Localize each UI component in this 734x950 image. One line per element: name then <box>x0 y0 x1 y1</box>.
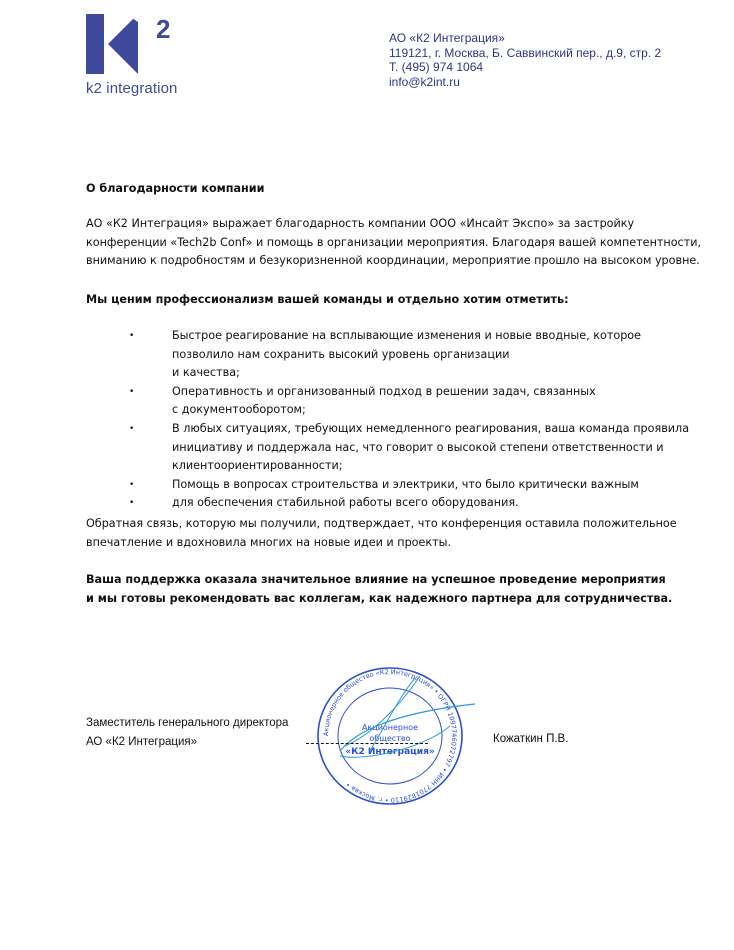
list-item: инициативу и поддержала нас, что говорит о высокой степени ответственности и <box>172 440 664 454</box>
appreciation-heading: Мы ценим профессионализм вашей команды и отдельно хотим отметить: <box>86 293 569 306</box>
contact-email[interactable]: info@k2int.ru <box>389 74 460 89</box>
bullet-list <box>86 327 706 513</box>
company-contact-block <box>389 31 661 89</box>
logo-wordmark: k2 integration <box>86 80 178 97</box>
signature-line <box>306 743 428 744</box>
intro-paragraph <box>86 215 706 271</box>
feedback-line: Обратная связь, которую мы получили, подтверждает, что конференция оставила положительное <box>86 517 677 530</box>
feedback-line: впечатление и вдохновила многих на новые идеи и проекты. <box>86 535 452 549</box>
intro-line: конференции «Tech2b Conf» и помощь в организации мероприятия. Благодаря вашей компетентности, <box>86 235 702 249</box>
list-item: • Быстрое реагирование на всплывающие изменения и новые вводные, которое <box>86 327 706 346</box>
list-item: • для обеспечения стабильной работы всего оборудования. <box>86 494 706 513</box>
intro-line: вниманию к подробностям и безукоризненной координации, мероприятие прошло на высоком уровне. <box>86 254 700 268</box>
list-item: • Помощь в вопросах строительства и электрики, что было критически важным <box>86 476 706 495</box>
bullet-icon: • <box>129 479 135 490</box>
list-item: и качества; <box>172 366 240 380</box>
letter-title: О благодарности компании <box>86 182 265 195</box>
list-item: • В любых ситуациях, требующих немедленного реагирования, ваша команда проявила <box>86 420 706 439</box>
list-item: позволило нам сохранить высокий уровень организации <box>172 347 510 361</box>
signatory-block <box>86 714 288 752</box>
list-item: • Оперативность и организованный подход в решении задач, связанных <box>86 383 706 402</box>
signatory-company: АО «К2 Интеграция» <box>86 736 198 748</box>
svg-text:Акционерное общество «К2 Интег: Акционерное общество «К2 Интеграция» • ОГРН 1097746072797 • ИНН 7701829110 • г. Москва • <box>321 667 459 805</box>
svg-text:Акционерное: Акционерное <box>361 723 419 732</box>
list-item: клиентоориентированности; <box>172 459 343 473</box>
svg-text:2: 2 <box>156 14 171 44</box>
closing-paragraph <box>86 571 706 608</box>
feedback-paragraph <box>86 515 706 552</box>
bullet-icon: • <box>129 331 135 341</box>
bullet-icon: • <box>129 386 135 397</box>
intro-line: АО «К2 Интеграция» выражает благодарность компании ООО «Инсайт Экспо» за застройку <box>86 217 635 230</box>
svg-text:«К2 Интеграция»: «К2 Интеграция» <box>345 747 435 757</box>
contact-company: АО «К2 Интеграция» <box>389 31 505 45</box>
contact-phone: Т. (495) 974 1064 <box>389 60 484 74</box>
signatory-name: Кожаткин П.В. <box>493 733 569 745</box>
bullet-icon: • <box>129 498 135 509</box>
closing-line: Ваша поддержка оказала значительное влияние на успешное проведение мероприятия <box>86 573 666 586</box>
company-stamp-icon <box>300 666 480 806</box>
signatory-position: Заместитель генерального директора <box>86 717 289 729</box>
closing-line: и мы готовы рекомендовать вас коллегам, как надежного партнера для сотрудничества. <box>86 591 673 605</box>
bullet-icon: • <box>129 423 135 434</box>
contact-address: 119121, г. Москва, Б. Саввинский пер., д.9, стр. 2 <box>389 45 662 60</box>
svg-text:общество: общество <box>369 734 411 743</box>
list-item: с документооборотом; <box>172 403 306 417</box>
